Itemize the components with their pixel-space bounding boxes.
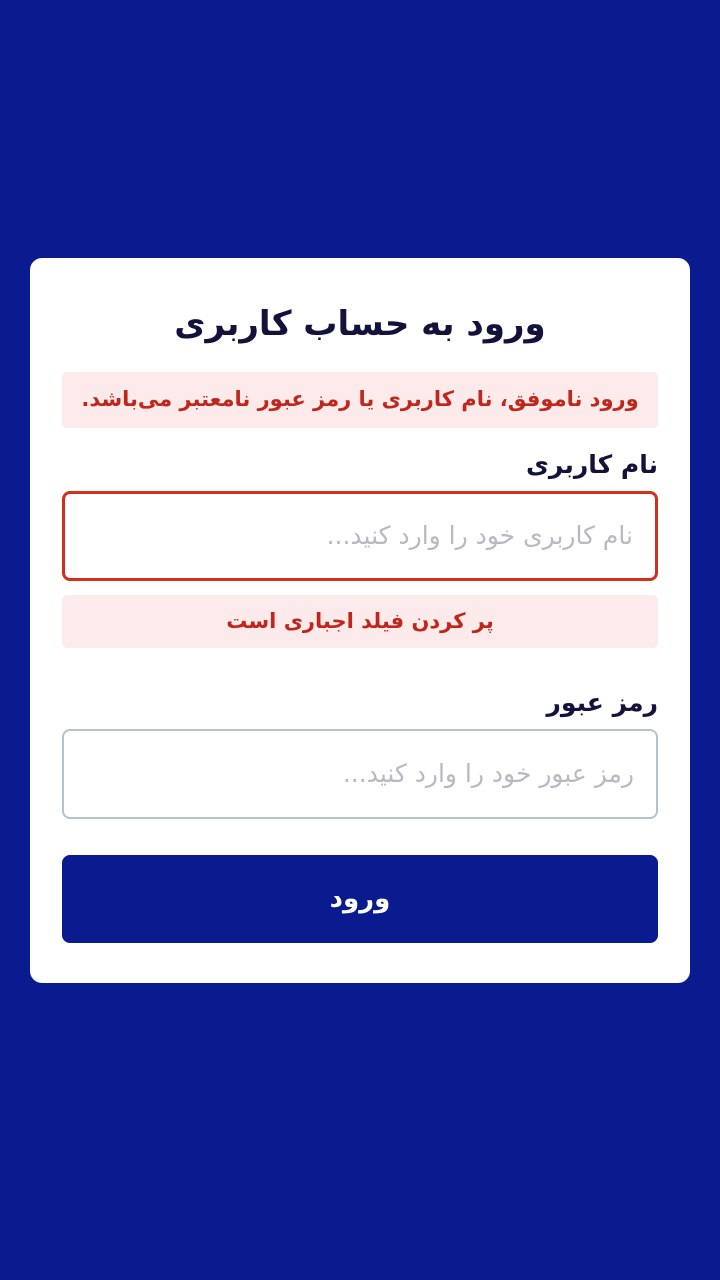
page-title: ورود به حساب کاربری <box>174 304 546 344</box>
password-label: رمز عبور <box>546 687 658 717</box>
username-error-message: پر کردن فیلد اجباری است <box>62 595 658 648</box>
username-input[interactable] <box>62 491 658 581</box>
login-card <box>30 258 690 983</box>
login-submit-button[interactable]: ورود <box>62 855 658 943</box>
login-error-alert: ورود ناموفق، نام کاربری یا رمز عبور نامعتبر می‌باشد. <box>62 372 658 427</box>
username-label: نام کاربری <box>526 449 658 479</box>
password-input[interactable] <box>62 729 658 819</box>
username-field-group <box>62 450 658 648</box>
password-field-group <box>62 688 658 819</box>
